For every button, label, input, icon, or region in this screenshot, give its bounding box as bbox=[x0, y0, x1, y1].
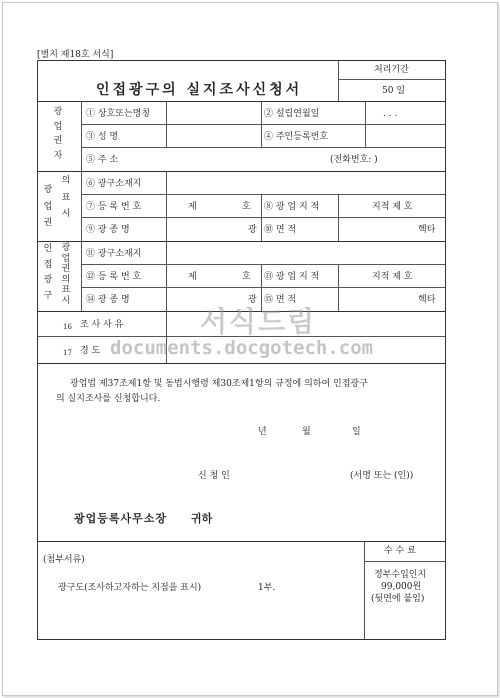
name-field[interactable] bbox=[167, 125, 260, 146]
adjacent-reg-number-prefix: 제 bbox=[188, 272, 197, 282]
mine-area-label: ⑩ 면 적 bbox=[264, 225, 297, 235]
company-name-field[interactable] bbox=[167, 102, 260, 123]
date-year: 년 bbox=[258, 427, 267, 437]
mine-mineral-suffix: 광 bbox=[248, 225, 257, 235]
addressee: 광업등록사무소장 bbox=[74, 512, 168, 525]
attachment-count: 1부. bbox=[258, 583, 276, 593]
mine-reg-number-suffix: 호 bbox=[242, 202, 251, 212]
adjacent-area-unit: 헥타 bbox=[418, 295, 436, 305]
adjacent-location-field[interactable] bbox=[167, 242, 444, 263]
mining-right-label-col1: 광 업 권 bbox=[43, 185, 53, 228]
mine-location-field[interactable] bbox=[167, 172, 444, 193]
adjacent-location-label: ⑪ 광구소재지 bbox=[86, 249, 142, 259]
mine-reg-number-prefix: 제 bbox=[188, 202, 197, 212]
adjacent-reg-number-suffix: 호 bbox=[242, 272, 251, 282]
processing-period-label: 처리기간 bbox=[374, 65, 409, 75]
applicant-sign-field[interactable] bbox=[238, 466, 348, 484]
statement-line-2: 의 실지조사를 신청합니다. bbox=[56, 394, 161, 404]
mine-reg-number-label: ⑦ 등 록 번 호 bbox=[86, 202, 142, 212]
mine-cadastre-field[interactable]: 지적 제 호 bbox=[372, 202, 413, 212]
mining-right-label-col2: 의 표 시 bbox=[61, 176, 71, 219]
watermark-site: documents.docgotech.com bbox=[110, 337, 374, 359]
progress-label: 경 도 bbox=[80, 346, 101, 356]
adjacent-mineral-suffix: 광 bbox=[248, 295, 257, 305]
fee-amount: 99,000원 bbox=[381, 582, 422, 592]
date-day: 일 bbox=[352, 427, 361, 437]
name-label: ③ 성 명 bbox=[86, 132, 119, 142]
attachments-label: (첨부서류) bbox=[43, 555, 85, 565]
resident-number-label: ④ 주민등록번호 bbox=[264, 132, 329, 142]
fee-label: 수 수 료 bbox=[384, 546, 416, 556]
establishment-date-label: ② 설립연월일 bbox=[264, 109, 320, 119]
sign-hint: (서명 또는 (인)) bbox=[350, 471, 414, 481]
processing-period-value: 50 일 bbox=[382, 86, 406, 96]
mine-cadastre-label: ⑧ 광 업 지 적 bbox=[264, 202, 320, 212]
adjacent-area-label: ⑮ 면 적 bbox=[264, 295, 297, 305]
form-title: 인접광구의 실지조사신청서 bbox=[96, 82, 303, 98]
phone-number-field[interactable]: (전화번호: ) bbox=[330, 155, 378, 165]
applicant-section-label: 광 업 권 자 bbox=[53, 107, 63, 161]
watermark-brand: 서식드림 bbox=[200, 305, 317, 338]
adjacent-mine-label-col2: 광 업 권 의 표 시 bbox=[61, 243, 71, 306]
company-name-label: ① 상호또는명칭 bbox=[86, 109, 151, 119]
statement-line-1: 광업법 제37조제1항 및 동법시행령 제30조제1항의 규정에 의하여 인접광구 bbox=[70, 379, 368, 389]
mine-mineral-label: ⑨ 광 종 명 bbox=[86, 225, 130, 235]
adjacent-reg-number-label: ⑫ 등 록 번 호 bbox=[86, 272, 142, 282]
adjacent-cadastre-field[interactable]: 지적 제 호 bbox=[372, 272, 413, 282]
investigation-reason-label: 조 사 사 유 bbox=[80, 320, 124, 330]
fee-stamp-line: 정부수입인지 bbox=[374, 570, 427, 580]
reason-number: 16 bbox=[63, 323, 72, 331]
resident-number-field[interactable] bbox=[366, 125, 444, 146]
attachment-item: 광구도(조사하고자하는 지점을 표시) bbox=[58, 583, 202, 593]
progress-number: 17 bbox=[63, 349, 72, 357]
adjacent-cadastre-label: ⑬ 광 업 지 적 bbox=[264, 272, 320, 282]
mine-location-label: ⑥ 광구소재지 bbox=[86, 179, 142, 189]
address-label: ⑤ 주 소 bbox=[86, 155, 119, 165]
date-month: 월 bbox=[302, 427, 311, 437]
fee-attach-note: (뒷면에 붙임) bbox=[371, 594, 425, 604]
addressee-suffix: 귀하 bbox=[191, 512, 213, 525]
mine-area-unit: 헥타 bbox=[418, 225, 436, 235]
adjacent-mine-label-col1: 인 접 광 구 bbox=[43, 244, 53, 301]
adjacent-mineral-label: ⑭ 광 종 명 bbox=[86, 295, 130, 305]
applicant-sign-label: 신 청 인 bbox=[198, 471, 230, 481]
establishment-date-field[interactable]: . . . bbox=[383, 109, 398, 119]
annex-label: [별지 제18호 서식] bbox=[37, 50, 114, 60]
